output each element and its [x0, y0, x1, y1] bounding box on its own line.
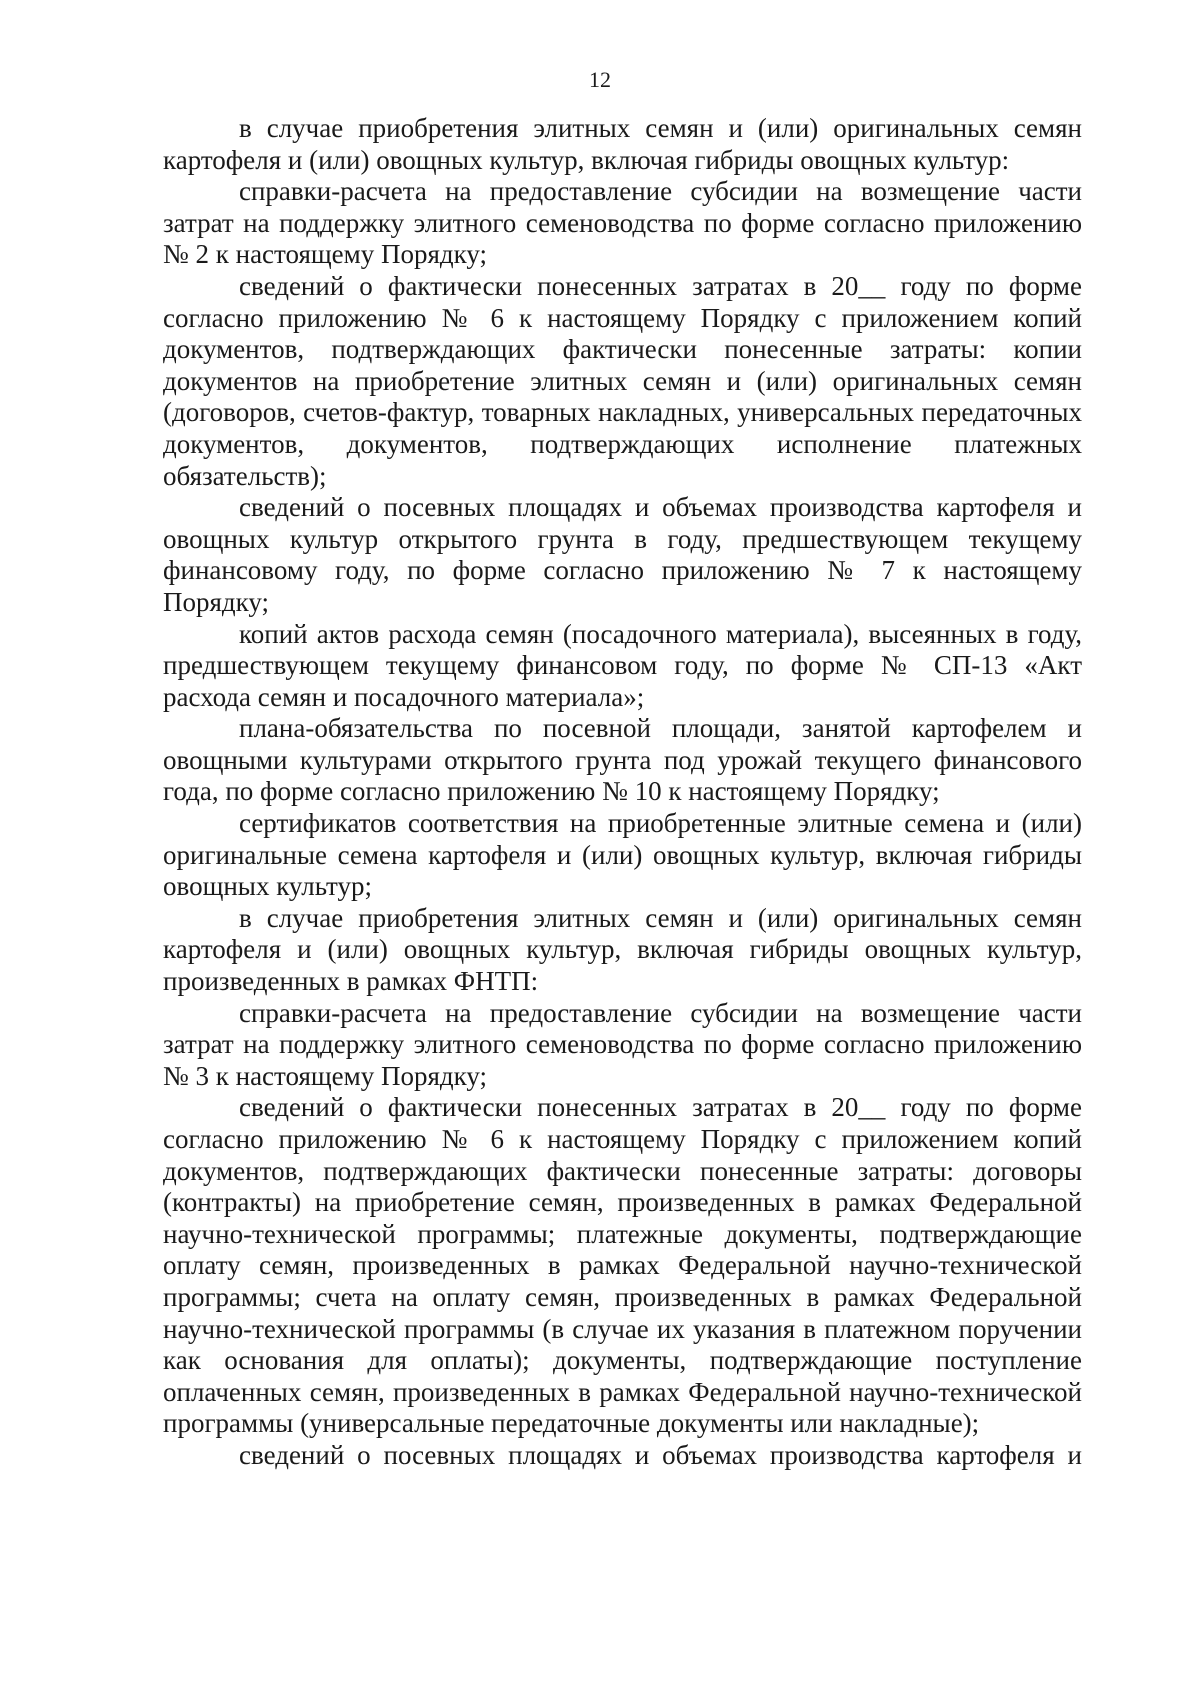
paragraph: в случае приобретения элитных семян и (или) оригинальных семян картофеля и (или) овощных культур, включая гибриды овощных культур:: [163, 113, 1082, 175]
paragraph: справки-расчета на предоставление субсидии на возмещение части затрат на поддержку элитного семеноводства по форме согласно приложению № 2 к настоящему Порядку;: [163, 176, 1082, 270]
paragraph: сведений о фактически понесенных затратах в 20__ году по форме согласно приложению № 6 к настоящему Порядку с приложением копий документов, подтверждающих фактически понесенные затраты: договоры (контракты) на приобретение семян, произведенных в рамках Федеральной научно-технической программы; платежные документы, подтверждающие оплату семян, произведенных в рамках Федеральной научно-технической программы; счета на оплату семян, произведенных в рамках Федеральной научно-технической программы (в случае их указания в платежном поручении как основания для оплаты); документы, подтверждающие поступление оплаченных семян, произведенных в рамках Федеральной научно-технической программы (универсальные передаточные документы или накладные);: [163, 1092, 1082, 1439]
paragraph: сертификатов соответствия на приобретенные элитные семена и (или) оригинальные семена картофеля и (или) овощных культур, включая гибриды овощных культур;: [163, 808, 1082, 902]
page-number: 12: [589, 67, 611, 92]
paragraph: копий актов расхода семян (посадочного материала), высеянных в году, предшествующем текущему финансовом году, по форме № СП-13 «Акт расхода семян и посадочного материала»;: [163, 618, 1082, 712]
paragraph: плана-обязательства по посевной площади, занятой картофелем и овощными культурами открытого грунта под урожай текущего финансового года, по форме согласно приложению № 10 к настоящему Порядку;: [163, 713, 1082, 807]
paragraph: сведений о фактически понесенных затратах в 20__ году по форме согласно приложению № 6 к настоящему Порядку с приложением копий документов, подтверждающих фактически понесенные затраты: копии документов на приобретение элитных семян и (или) оригинальных семян (договоров, счетов-фактур, товарных накладных, универсальных передаточных документов, документов, подтверждающих исполнение платежных обязательств);: [163, 270, 1082, 491]
paragraph: сведений о посевных площадях и объемах производства картофеля и овощных культур открытого грунта в году, предшествующем текущему финансовому году, по форме согласно приложению № 7 к настоящему Порядку;: [163, 492, 1082, 617]
paragraph: справки-расчета на предоставление субсидии на возмещение части затрат на поддержку элитного семеноводства по форме согласно приложению № 3 к настоящему Порядку;: [163, 997, 1082, 1091]
document-body: [163, 113, 1082, 1472]
paragraph-continued: сведений о посевных площадях и объемах производства картофеля и: [239, 1439, 1082, 1470]
paragraph: в случае приобретения элитных семян и (или) оригинальных семян картофеля и (или) овощных культур, включая гибриды овощных культур, произведенных в рамках ФНТП:: [163, 902, 1082, 997]
